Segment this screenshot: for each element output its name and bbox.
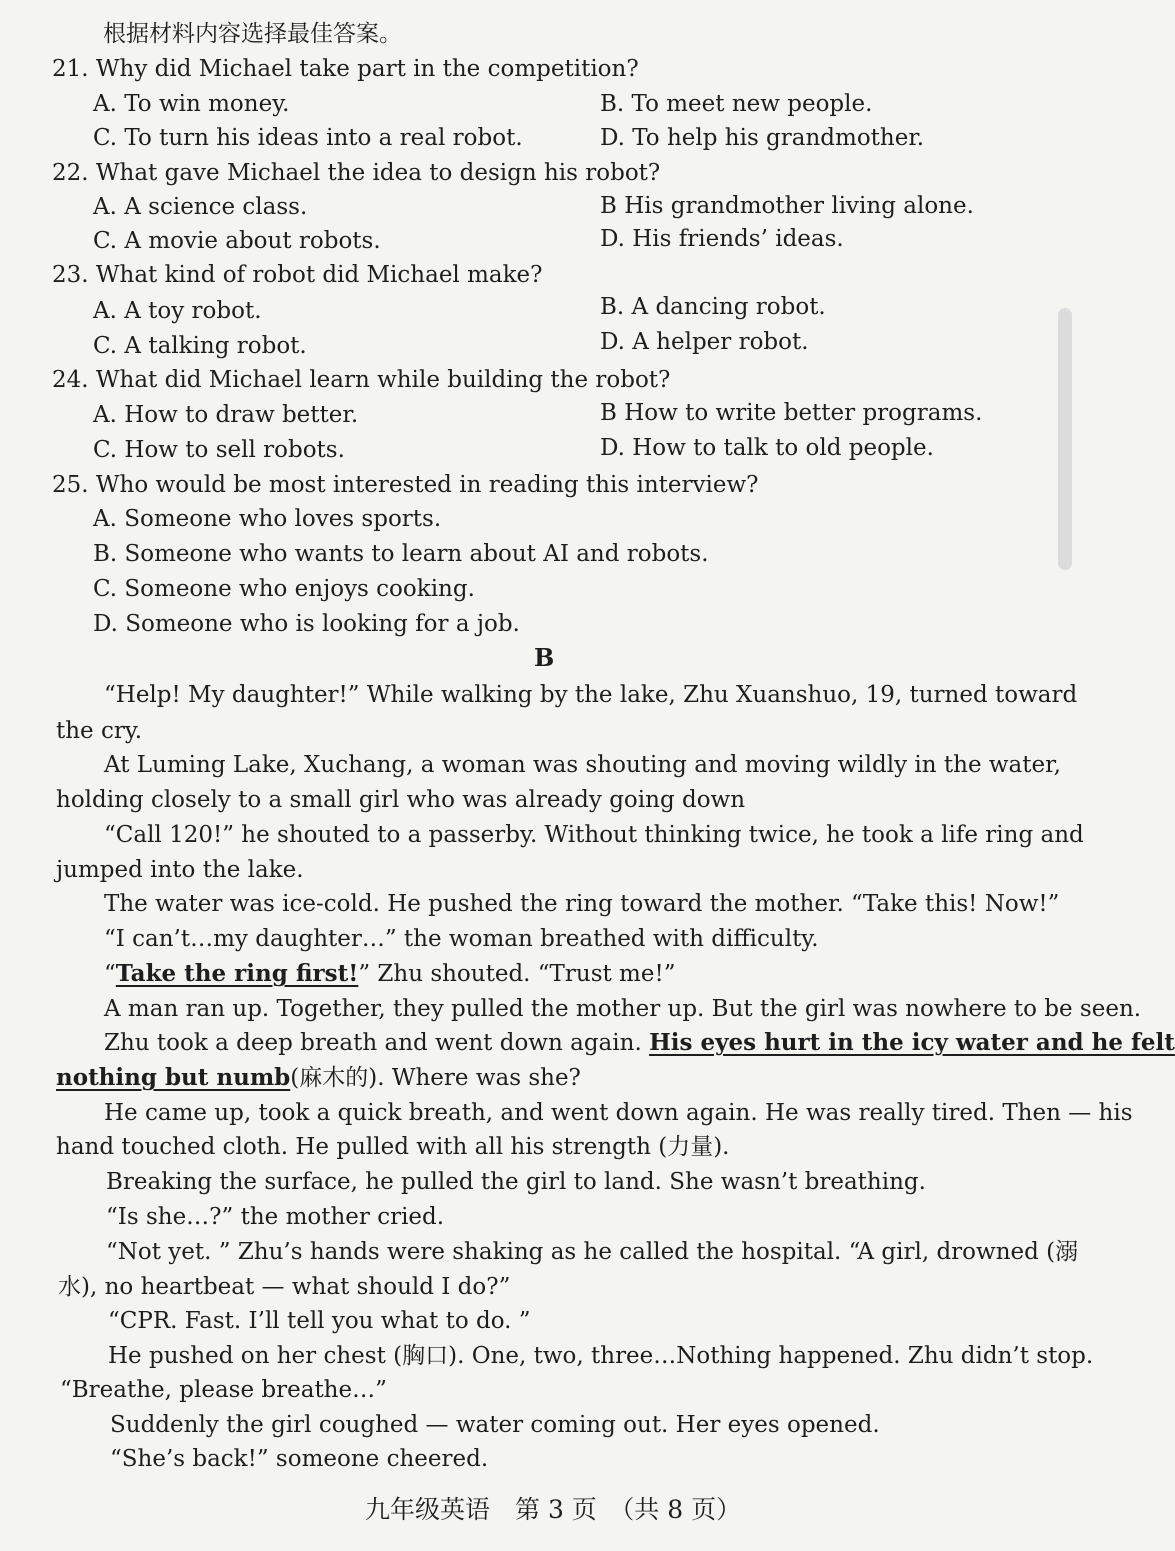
page-footer: 九年级英语 第 3 页 （共 8 页） [365,1495,742,1524]
passage-line: “Call 120!” he shouted to a passerby. Without thinking twice, he took a life ring and [104,822,1084,848]
question-23 [52,259,543,291]
passage-line [104,1027,1175,1059]
passage-line: “Is she…?” the mother cried. [106,1204,445,1230]
q21-option-d[interactable]: D. To help his grandmother. [600,125,925,151]
instruction: 根据材料内容选择最佳答案。 [103,21,402,47]
q24-option-a[interactable]: A. How to draw better. [93,402,359,428]
q23-option-c[interactable]: C. A talking robot. [93,333,307,359]
passage-line: “CPR. Fast. I’ll tell you what to do. ” [108,1308,531,1334]
question-22 [52,157,660,189]
q25-option-a[interactable]: A. Someone who loves sports. [93,506,442,532]
passage-line: jumped into the lake. [56,857,304,883]
q22-option-b[interactable]: B His grandmother living alone. [600,193,974,219]
passage-line: 水), no heartbeat — what should I do?” [58,1274,511,1300]
line-text: Zhu took a deep breath and went down again. [104,1030,650,1056]
passage-line [104,958,675,990]
q23-option-d[interactable]: D. A helper robot. [600,329,809,355]
passage-line: “I can’t…my daughter…” the woman breathed with difficulty. [104,926,819,952]
question-number: 23. [52,262,89,288]
passage-line: the cry. [56,718,143,744]
passage-line: He pushed on her chest (胸口). One, two, three…Nothing happened. Zhu didn’t stop. [108,1343,1094,1369]
question-text: Who would be most interested in reading this interview? [95,472,759,498]
line-text: (麻木的). Where was she? [290,1065,581,1091]
passage-line: “Breathe, please breathe…” [60,1377,387,1403]
question-number: 22. [52,160,89,186]
passage-line: “Not yet. ” Zhu’s hands were shaking as he called the hospital. “A girl, drowned (溺 [106,1239,1079,1265]
question-text: What did Michael learn while building the robot? [95,367,671,393]
q22-option-c[interactable]: C. A movie about robots. [93,228,381,254]
question-text: Why did Michael take part in the competition? [95,56,639,82]
section-title: B [534,643,555,672]
passage-line: At Luming Lake, Xuchang, a woman was shouting and moving wildly in the water, [104,752,1061,778]
q24-option-b[interactable]: B How to write better programs. [600,400,983,426]
question-number: 21. [52,56,89,82]
question-21 [52,53,639,85]
underlined-phrase-2: His eyes hurt in the icy water and he felt [649,1029,1175,1056]
q25-option-c[interactable]: C. Someone who enjoys cooking. [93,576,475,602]
passage-line: “She’s back!” someone cheered. [110,1446,489,1472]
question-text: What kind of robot did Michael make? [95,262,543,288]
passage-line [56,1062,581,1094]
line-text: ” Zhu shouted. “Trust me!” [358,961,676,987]
passage-line: Suddenly the girl coughed — water coming out. Her eyes opened. [110,1412,880,1438]
q21-option-b[interactable]: B. To meet new people. [600,91,873,117]
question-text: What gave Michael the idea to design his robot? [95,160,661,186]
passage-line: holding closely to a small girl who was already going down [56,787,746,813]
passage-line: Breaking the surface, he pulled the girl to land. She wasn’t breathing. [106,1169,926,1195]
q23-option-b[interactable]: B. A dancing robot. [600,294,826,320]
quote-open: “ [104,961,116,987]
question-25 [52,469,758,501]
question-number: 25. [52,472,89,498]
q22-option-d[interactable]: D. His friends’ ideas. [600,226,844,252]
passage-line: hand touched cloth. He pulled with all his strength (力量). [56,1134,730,1160]
q24-option-c[interactable]: C. How to sell robots. [93,437,345,463]
q21-option-a[interactable]: A. To win money. [93,91,290,117]
passage-line: He came up, took a quick breath, and went down again. He was really tired. Then — his [104,1100,1133,1126]
q25-option-b[interactable]: B. Someone who wants to learn about AI and robots. [93,541,709,567]
q22-option-a[interactable]: A. A science class. [93,194,308,220]
q24-option-d[interactable]: D. How to talk to old people. [600,435,934,461]
underlined-phrase-1: Take the ring first! [115,960,359,987]
question-24 [52,364,670,396]
passage-line: The water was ice-cold. He pushed the ring toward the mother. “Take this! Now!” [104,891,1060,917]
underlined-phrase-2-end: nothing but numb [56,1064,291,1091]
question-number: 24. [52,367,89,393]
scrollbar[interactable] [1058,308,1072,570]
passage-line: “Help! My daughter!” While walking by the lake, Zhu Xuanshuo, 19, turned toward [104,682,1078,708]
q21-option-c[interactable]: C. To turn his ideas into a real robot. [93,125,523,151]
passage-line: A man ran up. Together, they pulled the mother up. But the girl was nowhere to be seen. [104,996,1142,1022]
q23-option-a[interactable]: A. A toy robot. [93,298,262,324]
q25-option-d[interactable]: D. Someone who is looking for a job. [93,611,520,637]
